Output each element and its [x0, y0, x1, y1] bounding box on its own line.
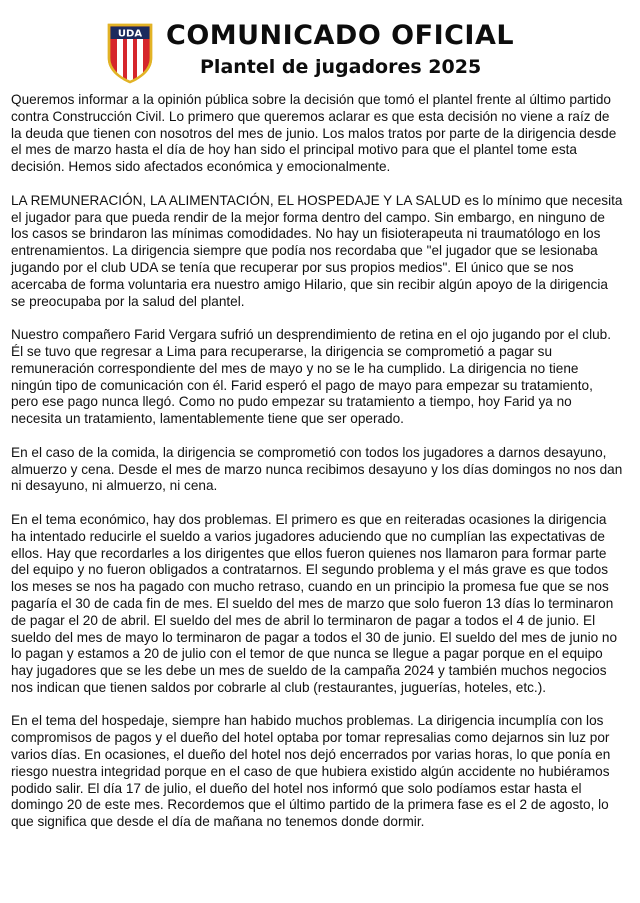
paragraph-intro: Queremos informar a la opinión pública sobre la decisión que tomó el plantel frente al último partido contra Construcción Civil. Lo primero que queremos aclarar es que esta decisión no viene a raíz de la deuda que tienen con nosotros del mes de junio. Los malos tratos por parte de la dirigencia desde el mes de marzo hasta el día de hoy han sido el principal motivo para que el plantel tome esta decisión. Hemos sido afectados económica y emocionalmente. [11, 92, 617, 175]
statement-body [11, 92, 623, 848]
club-crest-logo [106, 22, 154, 84]
paragraph-food: En el caso de la comida, la dirigencia se comprometió con todos los jugadores a darnos desayuno, almuerzo y cena. Desde el mes de marzo nunca recibimos desayuno y los días domingos no nos dan ni desayuno, ni almuerzo, ni cena. [11, 444, 623, 494]
paragraph-basic-needs: LA REMUNERACIÓN, LA ALIMENTACIÓN, EL HOSPEDAJE Y LA SALUD es lo mínimo que necesita el jugador para que pueda rendir de la mejor forma dentro del campo. Sin embargo, en ninguno de los casos se brindaron las mínimas comodidades. No hay un fisioterapeuta ni traumatólogo en los entrenamientos. La dirigencia siempre que podía nos recordaba que "el jugador que se lesionaba jugando por el club UDA se tenía que recuperar por sus propios medios". El único que se nos acercaba de forma voluntaria era nuestro amigo Hilario, que sin recibir algún apoyo de la dirigencia se preocupaba por la salud del plantel. [11, 192, 623, 309]
paragraph-economic: En el tema económico, hay dos problemas. El primero es que en reiteradas ocasiones la dirigencia ha intentado reducirle el sueldo a varios jugadores aduciendo que no cumplían las expectativas de ellos. Hay que recordarles a los dirigentes que ellos fueron quienes nos llamaron para formar parte del equipo y no fueron obligados a contratarnos. El segundo problema y el más grave es que todos los meses se nos ha pagado con mucho retraso, cuando en un principio la promesa fue que se nos pagaría el 30 de cada fin de mes. El sueldo del mes de marzo que solo fueron 13 días lo terminaron de pagar el 20 de abril. El sueldo del mes de abril lo terminaron de pagar a todos el 4 de junio. El sueldo del mes de mayo lo terminaron de pagar a todos el 30 de junio. El sueldo del mes de junio no lo pagan y estamos a 20 de julio con el temor de que nunca se llegue a pagar porque en el equipo hay jugadores que se les debe un mes de sueldo de la campaña 2024 y también muchos negocios nos indican que tienen saldos por cobrarle al club (restaurantes, juguerías, hoteles, etc.). [11, 511, 618, 695]
paragraph-lodging: En el tema del hospedaje, siempre han habido muchos problemas. La dirigencia incumplía con los compromisos de pagos y el dueño del hotel optaba por tomar represalias como dejarnos sin luz por varios días. En ocasiones, el dueño del hotel nos dejó encerrados por varias horas, lo que ponía en riesgo nuestra integridad porque en el caso de que hubiera existido algún accidente no hubiéramos podido salir. El día 17 de julio, el dueño del hotel nos informó que solo podíamos estar hasta el domingo 20 de este mes. Recordemos que el último partido de la primera fase es el 2 de agosto, lo que significa que desde el día de mañana no tenemos donde dormir. [11, 713, 611, 830]
crest-text: UDA [117, 28, 143, 40]
paragraph-farid-injury: Nuestro compañero Farid Vergara sufrió un desprendimiento de retina en el ojo jugando por el club. Él se tuvo que regresar a Lima para recuperarse, la dirigencia se comprometió a pagar su remuneración correspondiente del mes de mayo y no se le ha cumplido. La dirigencia no tiene ningún tipo de comunicación con él. Farid esperó el pago de mayo para empezar su tratamiento, pero ese pago nunca llegó. Como no pudo empezar su tratamiento a tiempo, hoy Farid ya no necesita un tratamiento, lamentablemente tiene que ser operado. [11, 327, 611, 427]
page-title: COMUNICADO OFICIAL [166, 20, 515, 51]
header [0, 18, 640, 80]
page-subtitle: Plantel de jugadores 2025 [200, 56, 482, 78]
